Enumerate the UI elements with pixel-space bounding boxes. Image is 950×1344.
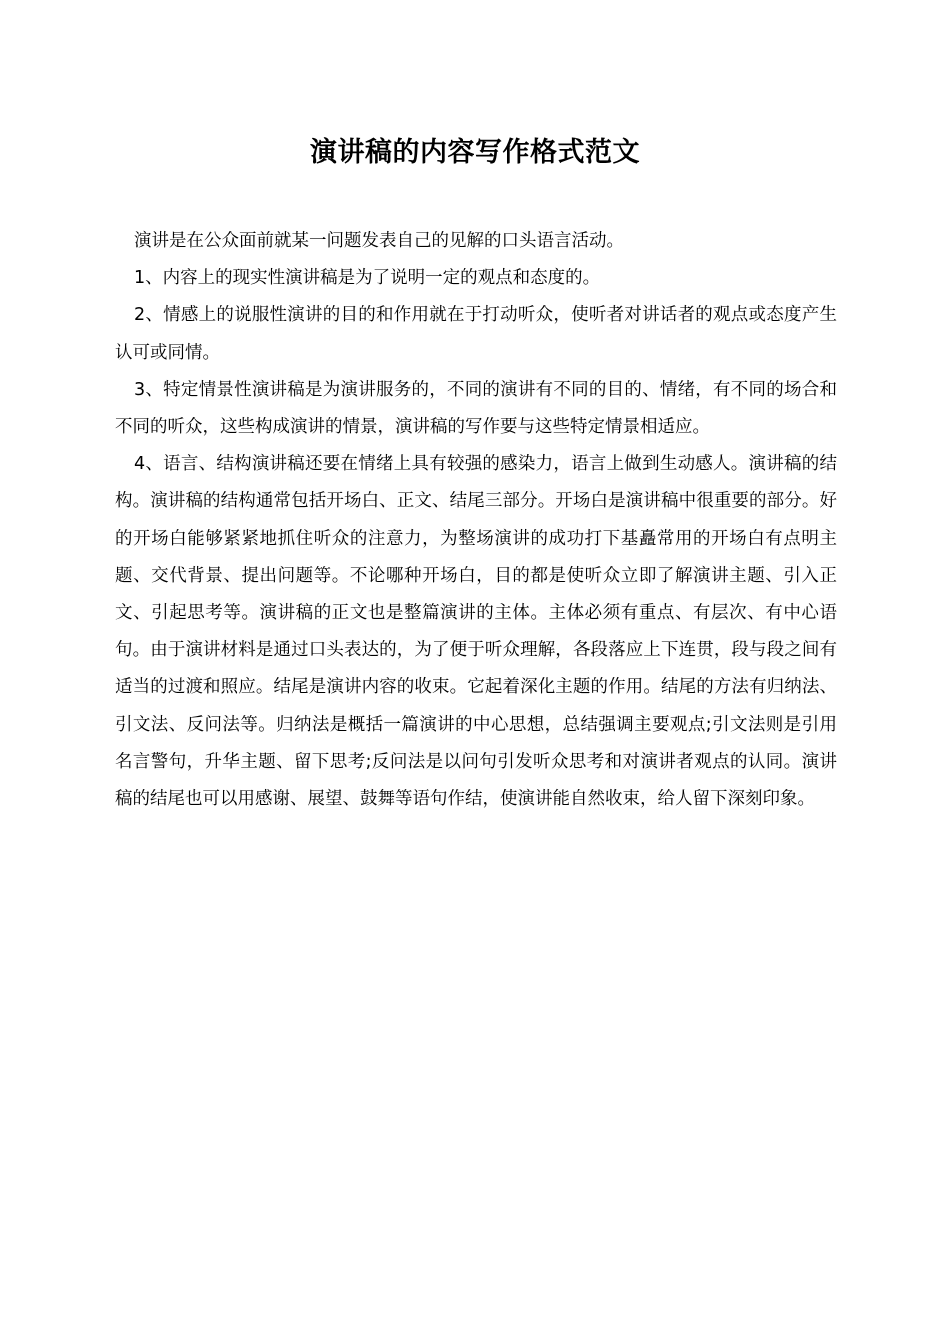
paragraph-point-3: 3、特定情景性演讲稿是为演讲服务的，不同的演讲有不同的目的、情绪，有不同的场合和不同的听众，这些构成演讲的情景，演讲稿的写作要与这些特定情景相适应。 [115,379,837,438]
paragraph-point-4: 4、语言、结构演讲稿还要在情绪上具有较强的感染力，语言上做到生动感人。演讲稿的结构。演讲稿的结构通常包括开场白、正文、结尾三部分。开场白是演讲稿中很重要的部分。好的开场白能够紧紧地抓住听众的注意力，为整场演讲的成功打下基矗常用的开场白有点明主题、交代背景、提出问题等。不论哪种开场白，目的都是使听众立即了解演讲主题、引入正文、引起思考等。演讲稿的正文也是整篇演讲的主体。主体必须有重点、有层次、有中心语句。由于演讲材料是通过口头表达的，为了便于听众理解，各段落应上下连贯，段与段之间有适当的过渡和照应。结尾是演讲内容的收束。它起着深化主题的作用。结尾的方法有归纳法、引文法、反问法等。归纳法是概括一篇演讲的中心思想，总结强调主要观点;引文法则是引用名言警句，升华主题、留下思考;反问法是以问句引发听众思考和对演讲者观点的认同。演讲稿的结尾也可以用感谢、展望、鼓舞等语句作结，使演讲能自然收束，给人留下深刻印象。 [115,454,837,810]
document-title: 演讲稿的内容写作格式范文 [310,137,640,168]
paragraph-point-1: 1、内容上的现实性演讲稿是为了说明一定的观点和态度的。 [134,268,601,289]
paragraph-intro: 演讲是在公众面前就某一问题发表自己的见解的口头语言活动。 [134,231,624,251]
paragraph-point-2: 2、情感上的说服性演讲的目的和作用就在于打动听众，使听者对讲话者的观点或态度产生认可或同情。 [115,305,837,363]
document-body [115,223,837,818]
